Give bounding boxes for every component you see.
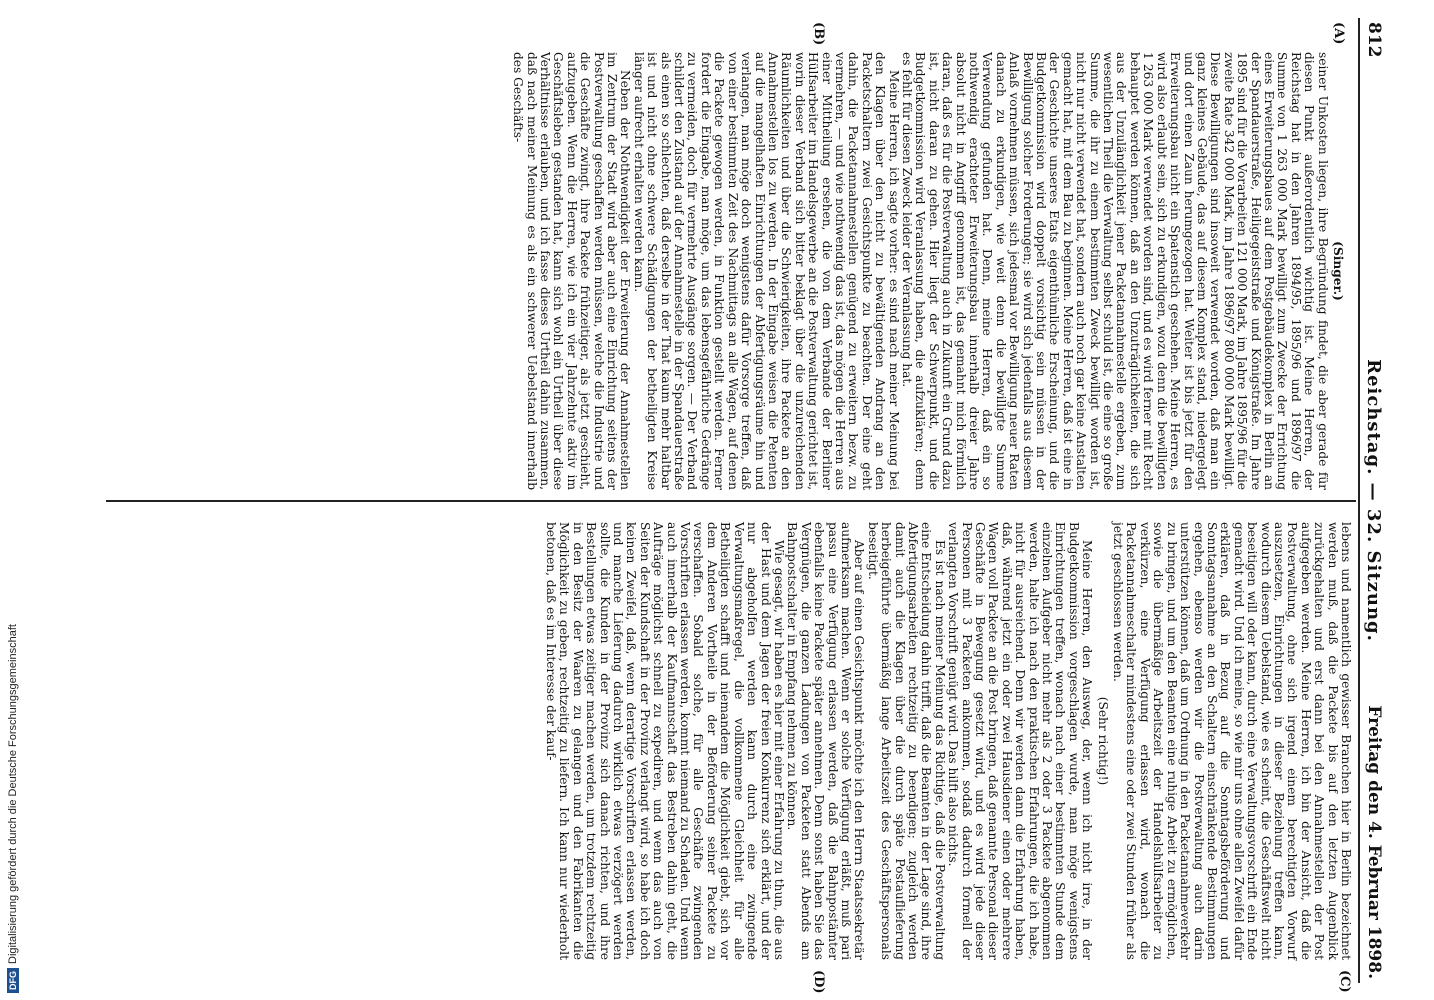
paragraph: Wie gesagt, wir haben es hier mit einer Erfahrung zu thun, die aus der Hast und dem Jagen der freien Konkurrenz sich erklärt, und der nur abgeholfen werden kann durch eine zwingende Verwaltungsmaßregel, die vollkommene Gleichheit für alle Betheiligten schafft und niemandem die Möglichkeit giebt, sich vor dem Anderen Vortheile in der Beförderung seiner Packete zu verschaffen. Sobald solche, für alle Geschäfte zwingenden Vorschriften erlassen werden, kommt niemand zu Schaden. Und wenn auch innerhalb der Kaufmannschaft das Bestreben dahin geht, die Aufträge möglichst schnell zu expediren, und wenn das auch von Seiten der Kundschaft in der Provinz verlangt wird, so habe ich doch keinen Zweifel, daß, wenn derartige Vorschriften erlassen werden, und manche Lieferung dadurch wirklich etwas verzögert werden sollte, die Kunden in der Provinz sich danach richten, und ihre Bestellungen etwas zeitiger machen werden, um trotzdem rechtzeitig in den Besitz der Waaren zu gelangen und den Fabrikanten die Möglichkeit zu geben, rechtzeitig zu liefern. Ich kann nur wiederholt betonen, daß es im Interesse der kauf- xyxy=(544,522,786,960)
paragraph: Neben der Nothwendigkeit der Erweiterung der Annahmestellen im Zentrum der Stadt wird aber auch eine Einrichtung seitens der Postverwaltung geschaffen werden müssen, welche die Industrie und die Geschäfte zwingt, ihre Packete frühzeitiger, als jetzt geschieht, aufzugeben. Wenn die Herren, wie ich ein vier Jahrzehnte aktiv im Geschäftsleben gestanden hat, kann sich wohl ein Urtheil über diese Verhältnisse erlauben, und ich fasse dieses Urtheil dahin zusammen, daß nach meiner Meinung es als ein schwerer Uebelstand innerhalb des Geschäfts- xyxy=(511,52,633,490)
page-number: 812 xyxy=(1364,22,1384,58)
column-divider xyxy=(106,500,1356,502)
paragraph: Meine Herren, ich sagte vorher: es sind nach meiner Meinung bei den Klagen über den nicht zu bewältigenden Andrang an den Packetschaltern zwei Gesichtspunkte zu beachten. Der eine geht dahin, die Packetannahmestellen genügend zu erweitern bezw. zu vermehren, — und wie nothwendig das ist, das mögen die Herren aus einer Mittheilung ersehen, die von dem Verbande der Berliner Hülfsarbeiter im Handelsgewerbe an die Postverwaltung gerichtet ist, worin dieser Verband sich bitter beklagt über die unzureichenden Räumlichkeiten und über die Schwierigkeiten, ihre Packete an den Annahmestellen los zu werden. In der Eingabe weisen die Petenten auf die mangelhaften Einrichtungen der Abfertigungsräume hin und verlangen, man möge doch wenigstens dafür Vorsorge treffen, daß von einer bestimmten Zeit des Nachmittags an alle Wagen, auf denen die Packete gewogen werden, in Funktion gestellt werden. Ferner fordert die Eingabe, man möge, um das lebensgefährliche Gedränge zu vermeiden, doch für vermehrte Ausgänge sorgen. — Der Verband schildert den Zustand auf der Annahmestelle in der Spandauerstraße als einen so schlechten, daß derselbe in der That kaum mehr haltbar ist und nicht ohne schwere Schädigungen der betheiligten Kreise länger aufrecht erhalten werden kann. xyxy=(631,52,901,490)
digitization-credit xyxy=(6,313,20,993)
paragraph: lebens und namentlich gewisser Branchen hier in Berlin bezeichnet werden muß, daß die Packete bis auf den letzten Augenblick zurückgehalten und erst dann bei den Annahmestellen der Post aufgegeben werden. Meine Herren, ich bin der Ansicht, daß die Postverwaltung, ohne sich irgend einem berechtigten Vorwurf auszusetzen, Einrichtungen in dieser Beziehung treffen kann, wodurch diesem Uebelstand, wie es scheint, die Geschäftswelt nicht beseitigen will oder kann, durch eine Verwaltungsvorschrift ein Ende gemacht wird. Und ich meine, so wie mir uns ohne allen Zweifel dafür erklären, daß in Bezug auf die Sonntagsbeförderung und Sonntagsannahme an den Schaltern einschränkende Bestimmungen ergehen, ebenso werden wir die Postverwaltung auch darin unterstützen können, daß um Ordnung in den Packetannahmeverkehr zu bringen, und um den Beamten eine ruhige Arbeit zu ermöglichen, sowie die übermäßige Arbeitszeit der Handelshülfsarbeiter zu verkürzen, eine Verfügung erlassen wird, wonach die Packetannahmeschalter mindestens eine oder zwei Stunden früher als jetzt geschlossen werden. xyxy=(1111,522,1353,960)
right-column xyxy=(544,522,1352,960)
document-page xyxy=(66,18,1386,994)
session-date: Freitag den 4. Februar 1898. xyxy=(1364,705,1384,979)
dfg-logo: DFG xyxy=(7,968,19,993)
paragraph: seiner Unkosten liegen, ihre Begründung findet, die aber gerade für diesen Punkt außerordentlich wichtig ist. Meine Herren, der Reichstag hat in den Jahren 1894/95, 1895/96 und 1896/97 die Summe von 1 263 000 Mark bewilligt zum Zwecke der Errichtung eines Erweiterungsbaues auf dem Postgebäudekomplex in Berlin an der Spandauerstraße, Heiligegeiststraße und Königstraße. Im Jahre 1895 sind für die Vorarbeiten 121 000 Mark, im Jahre 1895/96 für die zweite Rate 342 000 Mark, im Jahre 1896/97 800 000 Mark bewilligt. Diese Bewilligungen sind insoweit verwendet worden, daß man ein ganz kleines Gebäude, das auf diesem Komplex stand, niedergelegt und dort einen Zaun herumgezogen hat. Weiter ist bis jetzt für den Erweiterungsbau nicht ein Spatenstich geschehen. Meine Herren, es wird also erlaubt sein, sich zu erkundigen, wozu denn die bewilligten 1 263 000 Mark verwendet worden sind, und es wird ferner mit Recht behauptet werden können, daß an den Unzuträglichkeiten, die sich aus der Unzulänglichkeit jener Packetannahmestelle ergeben, zum wesentlichen Theil die Verwaltung selbst schuld ist, die eine so große Summe, die ihr zu einem bestimmten Zweck bewilligt worden ist, nicht nur nicht verwendet hat, sondern auch noch gar keine Anstalten gemacht hat, mit dem Bau zu beginnen. Meine Herren, daß ist eine in der Geschichte unseres Etats eigenthümliche Erscheinung, und die Budgetkommission wird doppelt vorsichtig sein müssen in der Bewilligung solcher Forderungen; sie wird sich jedenfalls aus diesem Anlaß vornehmen müssen, sich jedesmal vor Bewilligung neuer Raten danach zu erkundigen, wie weit denn die bewilligte Summe Verwendung gefunden hat. Denn, meine Herren, daß ein so nothwendig erachteter Erweiterungsbau innerhalb dreier Jahre absolut nicht in Angriff genommen ist, das gemahnt mich förmlich daran, daß es für die Postverwaltung auch in Zukunft ein Grund dazu ist, nicht daran zu gehen. Hier liegt der Schwerpunkt, und die Budgetkommission wird Veranlassung haben, die aufzuklären; denn es fehlt für diesen Zweck leider der Veranlassung hat. xyxy=(900,52,1330,490)
digitization-credit-text: Digitalisierung gefördert durch die Deutsche Forschungsgemeinschaft xyxy=(7,624,19,964)
paragraph: Es ist nach meiner Meinung das Richtige, daß die Postverwaltung eine Entscheidung dahin trifft, daß die Beamten in der Lage sind, ihre Abfertigungsarbeiten rechtzeitig zu beendigen; zugleich werden damit auch die Klagen über die durch späte Postauflieferung herbeigeführte übermäßig lange Arbeitszeit des Geschäftspersonals beseitigt. xyxy=(865,522,947,960)
margin-marker-c: (C) xyxy=(1337,970,1352,993)
speaker-name: (Singer.) xyxy=(1331,241,1345,301)
margin-marker-b: (B) xyxy=(811,22,826,46)
left-column xyxy=(511,52,1346,490)
interjection: (Sehr richtig!) xyxy=(1095,696,1110,786)
page-title: Reichstag. — 32. Sitzung. xyxy=(1363,359,1384,642)
page-header xyxy=(1358,18,1386,983)
paragraph: Aber auf einen Gesichtspunkt möchte ich den Herrn Staatssekretär aufmerksam machen. Wenn er solche Verfügung erläßt, muß pari passu eine Verfügung erlassen werden, daß die Bahnpostämter ebenfalls keine Packete später annehmen. Denn sonst haben Sie das Vergnügen, die ganzen Ladungen von Packeten statt Abends am Bahnpostschalter in Empfang nehmen zu können. xyxy=(785,522,867,960)
margin-marker-a: (A) xyxy=(1331,22,1346,45)
margin-marker-d: (D) xyxy=(811,970,826,994)
paragraph: Meine Herren, den Ausweg, der, wenn ich nicht irre, in der Budgetkommission vorgeschlagen wurde, man möge wenigstens Einrichtungen treffen, wonach nach einer bestimmten Stunde dem einzelnen Aufgeber nicht mehr als 2 oder 3 Packete abgenommen werden, halte ich nach den praktischen Erfahrungen, die ich habe, nicht für ausreichend. Denn wir werden dann die Erfahrung haben, daß, während jetzt ein oder zwei Hausdiener einen oder mehrere Wagen voll Packete an die Post bringen, daß genannte Personal dieser Geschäfte in Bewegung gesetzt wird, und es wird jede dieser Personen mit 3 Packeten ankommen, sodaß dadurch formell der verlangten Vorschrift genügt wird. Das hilft also nichts. xyxy=(946,522,1095,960)
